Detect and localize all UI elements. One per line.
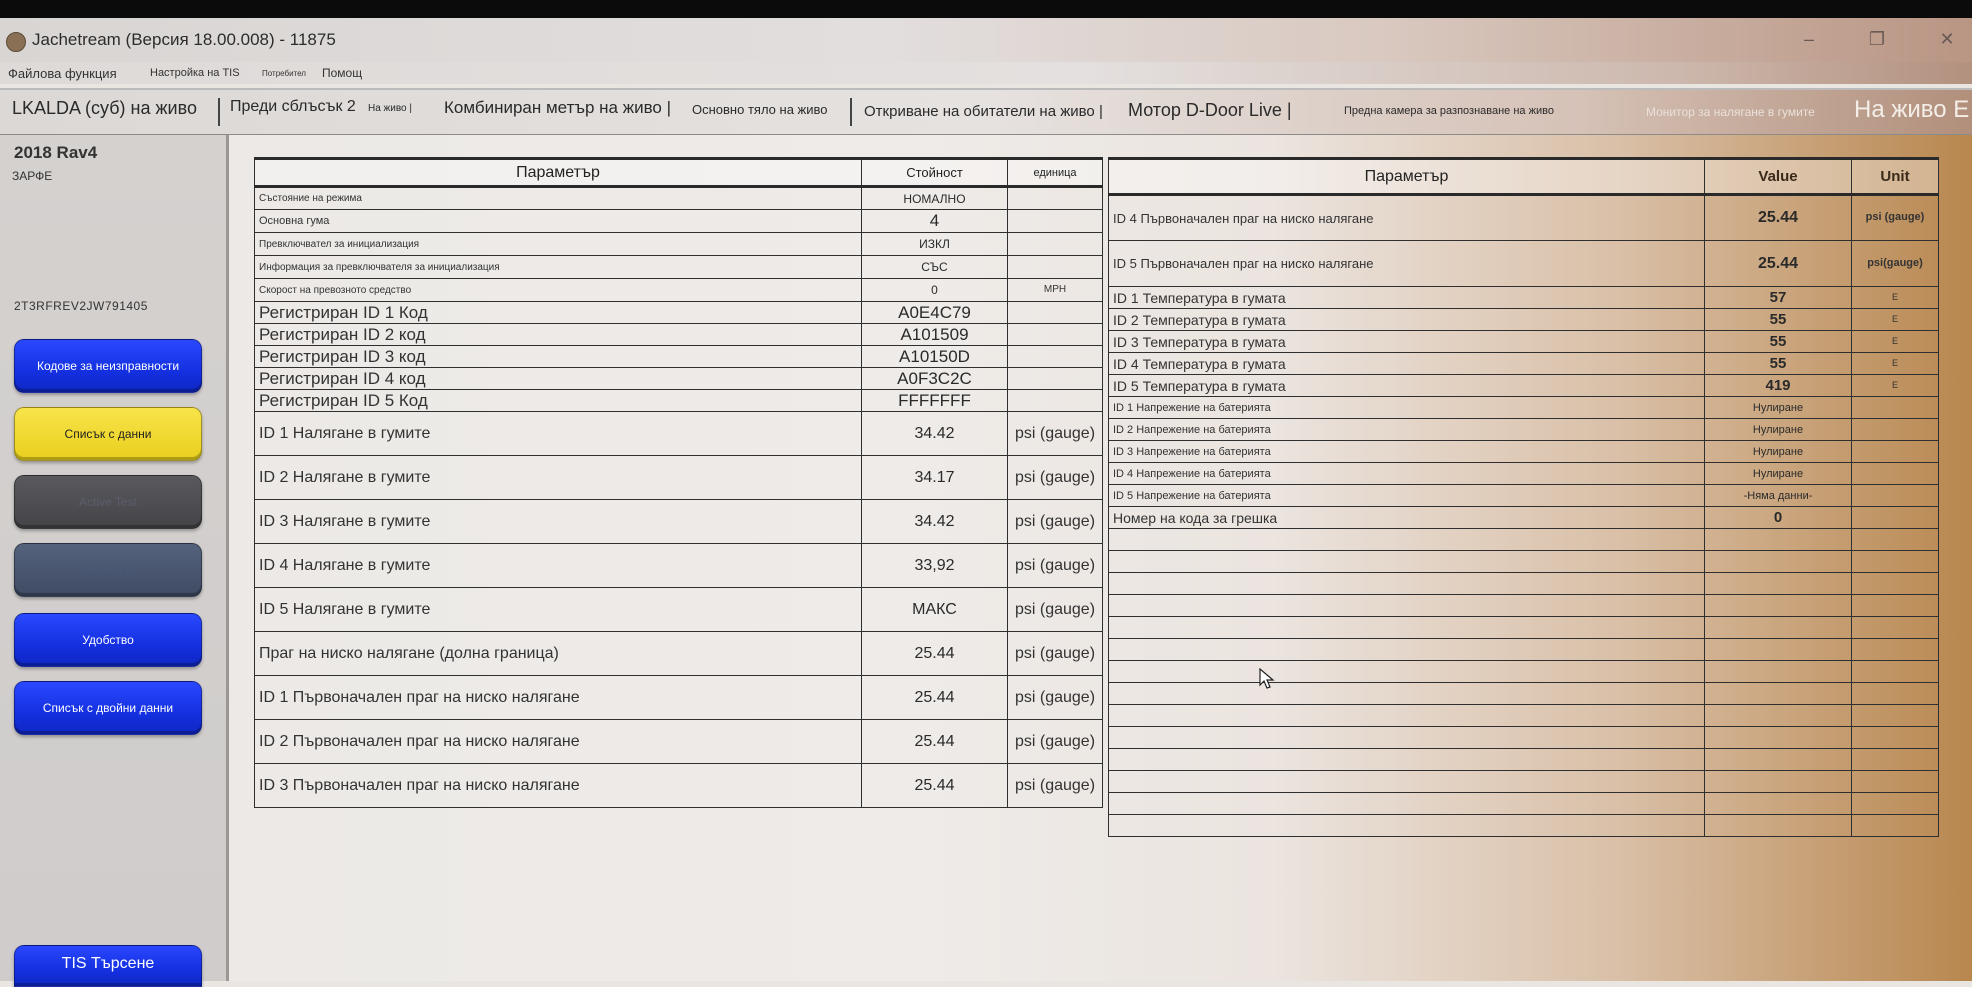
column-header-parameter[interactable]: Параметър: [255, 159, 862, 187]
tab-live-e[interactable]: На живо Е: [1854, 96, 1970, 123]
value-cell: -Няма данни-: [1705, 485, 1852, 507]
empty-cell: [1852, 705, 1939, 727]
value-cell: 4: [862, 210, 1008, 233]
column-header-value[interactable]: Value: [1705, 159, 1852, 195]
parameter-cell: Скорост на превозното средство: [255, 279, 862, 302]
table-row[interactable]: [255, 544, 1103, 588]
empty-cell: [1852, 639, 1939, 661]
minimize-icon[interactable]: –: [1803, 29, 1814, 49]
table-row[interactable]: [255, 233, 1103, 256]
utility-button[interactable]: Удобство: [14, 613, 202, 667]
table-row[interactable]: [1109, 331, 1939, 353]
value-cell: 25.44: [862, 676, 1008, 720]
table-row[interactable]: [255, 368, 1103, 390]
value-cell: A0F3C2C: [862, 368, 1008, 390]
value-cell: A0E4C79: [862, 302, 1008, 324]
tab-front-camera[interactable]: Предна камера за разпознаване на живо: [1344, 105, 1554, 117]
empty-cell: [1109, 661, 1705, 683]
parameter-cell: ID 2 Налягане в гумите: [255, 456, 862, 500]
tab-motor-d-door[interactable]: Мотор D-Door Live |: [1128, 100, 1292, 120]
table-row[interactable]: [1109, 241, 1939, 287]
data-list-button[interactable]: Списък с данни: [14, 407, 202, 461]
unit-cell: [1008, 346, 1103, 368]
parameter-cell: Праг на ниско налягане (долна граница): [255, 632, 862, 676]
tab-lkalda[interactable]: LKALDA (суб) на живо: [12, 98, 197, 118]
table-row[interactable]: [255, 676, 1103, 720]
unit-cell: psi (gauge): [1008, 456, 1103, 500]
empty-cell: [1852, 727, 1939, 749]
empty-table-row: [1109, 639, 1939, 661]
tab-live[interactable]: На живо |: [368, 103, 412, 114]
table-row[interactable]: [255, 390, 1103, 412]
table-row[interactable]: [1109, 353, 1939, 375]
empty-table-row: [1109, 617, 1939, 639]
table-row[interactable]: [255, 346, 1103, 368]
parameter-cell: ID 5 Температура в гумата: [1109, 375, 1705, 397]
value-cell: 55: [1705, 331, 1852, 353]
value-cell: 55: [1705, 353, 1852, 375]
parameter-cell: Номер на кода за грешка: [1109, 507, 1705, 529]
table-row[interactable]: [255, 720, 1103, 764]
parameter-cell: ID 1 Първоначален праг на ниско налягане: [255, 676, 862, 720]
value-cell: A101509: [862, 324, 1008, 346]
parameter-cell: ID 1 Налягане в гумите: [255, 412, 862, 456]
parameter-cell: ID 4 Първоначален праг на ниско налягане: [1109, 195, 1705, 241]
tab-pre-collision[interactable]: Преди сблъсък 2: [230, 98, 356, 115]
table-row[interactable]: [1109, 287, 1939, 309]
vehicle-title: 2018 Rav4: [14, 143, 98, 162]
empty-cell: [1705, 639, 1852, 661]
empty-cell: [1705, 595, 1852, 617]
empty-cell: [1852, 749, 1939, 771]
table-row[interactable]: [255, 456, 1103, 500]
empty-cell: [1109, 551, 1705, 573]
unit-cell: [1852, 419, 1939, 441]
table-row[interactable]: [1109, 375, 1939, 397]
parameter-cell: ID 1 Температура в гумата: [1109, 287, 1705, 309]
dual-data-list-button[interactable]: Списък с двойни данни: [14, 681, 202, 735]
table-row[interactable]: [1109, 463, 1939, 485]
tab-main-body[interactable]: Основно тяло на живо: [692, 102, 828, 117]
value-cell: СЪС: [862, 256, 1008, 279]
unit-cell: psi (gauge): [1008, 412, 1103, 456]
parameter-cell: ID 5 Налягане в гумите: [255, 588, 862, 632]
column-header-unit[interactable]: единица: [1008, 159, 1103, 187]
parameter-cell: ID 4 Налягане в гумите: [255, 544, 862, 588]
value-cell: 0: [862, 279, 1008, 302]
value-cell: A10150D: [862, 346, 1008, 368]
table-row[interactable]: [1109, 419, 1939, 441]
active-test-button[interactable]: Active Test: [14, 475, 202, 529]
empty-cell: [1852, 617, 1939, 639]
title-bar: [0, 18, 1972, 62]
table-row[interactable]: [1109, 397, 1939, 419]
vin-number: 2T3RFREV2JW791405: [14, 299, 148, 313]
empty-cell: [1705, 705, 1852, 727]
parameter-cell: ID 3 Напрежение на батерията: [1109, 441, 1705, 463]
table-row[interactable]: [255, 256, 1103, 279]
data-list-table-right: [1108, 157, 1939, 837]
unit-cell: [1852, 397, 1939, 419]
screen-top-edge: [0, 0, 1972, 18]
empty-table-row: [1109, 573, 1939, 595]
menu-user[interactable]: Потребител: [262, 69, 306, 78]
empty-table-row: [1109, 749, 1939, 771]
value-cell: 25.44: [862, 720, 1008, 764]
empty-table-row: [1109, 529, 1939, 551]
value-cell: 0: [1705, 507, 1852, 529]
tis-search-button[interactable]: TIS Търсене: [14, 945, 202, 987]
empty-cell: [1109, 727, 1705, 749]
empty-cell: [1705, 727, 1852, 749]
parameter-cell: ID 3 Налягане в гумите: [255, 500, 862, 544]
unit-cell: [1008, 233, 1103, 256]
value-cell: 33,92: [862, 544, 1008, 588]
value-cell: 57: [1705, 287, 1852, 309]
unit-cell: [1008, 368, 1103, 390]
empty-cell: [1109, 529, 1705, 551]
empty-cell: [1705, 529, 1852, 551]
empty-cell: [1109, 595, 1705, 617]
empty-table-row: [1109, 595, 1939, 617]
empty-cell: [1852, 793, 1939, 815]
unit-cell: [1008, 256, 1103, 279]
unit-cell: E: [1852, 353, 1939, 375]
unit-cell: MPH: [1008, 279, 1103, 302]
value-cell: ИЗКЛ: [862, 233, 1008, 256]
unit-cell: psi (gauge): [1008, 676, 1103, 720]
empty-table-row: [1109, 727, 1939, 749]
tab-combination-meter[interactable]: Комбиниран метър на живо |: [444, 98, 672, 117]
unit-cell: psi (gauge): [1008, 720, 1103, 764]
value-cell: Нулиране: [1705, 441, 1852, 463]
monitor-button[interactable]: Монитор: [14, 543, 202, 597]
unit-cell: E: [1852, 309, 1939, 331]
table-row[interactable]: [255, 324, 1103, 346]
empty-cell: [1852, 661, 1939, 683]
dtc-button[interactable]: Кодове за неизправности: [14, 339, 202, 393]
value-cell: НОМАЛНО: [862, 187, 1008, 210]
empty-cell: [1705, 815, 1852, 837]
value-cell: 419: [1705, 375, 1852, 397]
empty-cell: [1109, 771, 1705, 793]
empty-cell: [1705, 683, 1852, 705]
table-row[interactable]: [1109, 309, 1939, 331]
unit-cell: [1008, 302, 1103, 324]
empty-table-row: [1109, 683, 1939, 705]
app-icon: [6, 32, 26, 52]
data-list-table-left: [254, 157, 1103, 808]
unit-cell: E: [1852, 331, 1939, 353]
parameter-cell: Превключвател за инициализация: [255, 233, 862, 256]
empty-cell: [1705, 749, 1852, 771]
value-cell: 34.42: [862, 412, 1008, 456]
value-cell: 25.44: [1705, 195, 1852, 241]
empty-cell: [1852, 551, 1939, 573]
empty-cell: [1109, 683, 1705, 705]
close-icon[interactable]: ✕: [1939, 29, 1955, 49]
data-list-area: [229, 135, 1972, 981]
empty-cell: [1705, 793, 1852, 815]
value-cell: Нулиране: [1705, 397, 1852, 419]
unit-cell: psi (gauge): [1008, 632, 1103, 676]
table-row[interactable]: [255, 588, 1103, 632]
parameter-cell: Информация за превключвателя за инициализация: [255, 256, 862, 279]
table-row[interactable]: [1109, 485, 1939, 507]
empty-cell: [1705, 617, 1852, 639]
empty-cell: [1109, 815, 1705, 837]
parameter-cell: ID 5 Първоначален праг на ниско налягане: [1109, 241, 1705, 287]
tab-tire-pressure-monitor[interactable]: Монитор за налягане в гумите: [1646, 105, 1815, 119]
table-row[interactable]: [255, 500, 1103, 544]
empty-cell: [1109, 749, 1705, 771]
tab-separator: [850, 98, 852, 126]
value-cell: 25.44: [862, 632, 1008, 676]
unit-cell: [1852, 507, 1939, 529]
parameter-cell: ID 2 Напрежение на батерията: [1109, 419, 1705, 441]
parameter-cell: Регистриран ID 5 Код: [255, 390, 862, 412]
value-cell: Нулиране: [1705, 463, 1852, 485]
empty-cell: [1109, 639, 1705, 661]
empty-cell: [1109, 617, 1705, 639]
menu-bar: [0, 62, 1972, 84]
unit-cell: psi(gauge): [1852, 241, 1939, 287]
parameter-cell: Основна гума: [255, 210, 862, 233]
unit-cell: [1852, 463, 1939, 485]
unit-cell: [1852, 485, 1939, 507]
column-header-value[interactable]: Стойност: [862, 159, 1008, 187]
parameter-cell: Регистриран ID 4 код: [255, 368, 862, 390]
parameter-cell: Регистриран ID 3 код: [255, 346, 862, 368]
value-cell: 34.42: [862, 500, 1008, 544]
value-cell: 34.17: [862, 456, 1008, 500]
parameter-cell: Регистриран ID 1 Код: [255, 302, 862, 324]
value-cell: Нулиране: [1705, 419, 1852, 441]
tab-separator: [218, 98, 220, 126]
unit-cell: psi (gauge): [1008, 544, 1103, 588]
table-row[interactable]: [255, 187, 1103, 210]
table-row[interactable]: [255, 279, 1103, 302]
parameter-cell: ID 2 Температура в гумата: [1109, 309, 1705, 331]
table-row[interactable]: [1109, 195, 1939, 241]
empty-cell: [1852, 771, 1939, 793]
parameter-cell: ID 4 Напрежение на батерията: [1109, 463, 1705, 485]
empty-cell: [1109, 705, 1705, 727]
unit-cell: [1852, 441, 1939, 463]
empty-table-row: [1109, 793, 1939, 815]
empty-cell: [1852, 595, 1939, 617]
unit-cell: [1008, 390, 1103, 412]
value-cell: 25.44: [862, 764, 1008, 808]
column-header-unit[interactable]: Unit: [1852, 159, 1939, 195]
column-header-parameter[interactable]: Параметър: [1109, 159, 1705, 195]
empty-cell: [1852, 573, 1939, 595]
empty-cell: [1705, 573, 1852, 595]
maximize-icon[interactable]: ❐: [1868, 29, 1886, 49]
menu-help[interactable]: Помощ: [322, 66, 363, 80]
parameter-cell: ID 4 Температура в гумата: [1109, 353, 1705, 375]
parameter-cell: ID 3 Температура в гумата: [1109, 331, 1705, 353]
empty-table-row: [1109, 771, 1939, 793]
parameter-cell: Регистриран ID 2 код: [255, 324, 862, 346]
empty-cell: [1109, 793, 1705, 815]
parameter-cell: ID 2 Първоначален праг на ниско налягане: [255, 720, 862, 764]
empty-cell: [1852, 683, 1939, 705]
tab-bar: [0, 88, 1972, 137]
unit-cell: [1008, 324, 1103, 346]
empty-table-row: [1109, 815, 1939, 837]
table-row[interactable]: [1109, 441, 1939, 463]
menu-tis-settings[interactable]: Настройка на TIS: [150, 67, 240, 79]
unit-cell: [1008, 187, 1103, 210]
empty-cell: [1705, 551, 1852, 573]
value-cell: 55: [1705, 309, 1852, 331]
unit-cell: psi (gauge): [1008, 764, 1103, 808]
table-row[interactable]: [1109, 507, 1939, 529]
empty-cell: [1852, 815, 1939, 837]
table-row[interactable]: [255, 632, 1103, 676]
empty-cell: [1852, 529, 1939, 551]
empty-cell: [1705, 771, 1852, 793]
value-cell: FFFFFFF: [862, 390, 1008, 412]
vehicle-subtitle: ЗАРФЕ: [12, 169, 53, 183]
sidebar: [0, 135, 229, 981]
unit-cell: psi (gauge): [1852, 195, 1939, 241]
mouse-cursor-icon: [1259, 668, 1275, 690]
unit-cell: psi (gauge): [1008, 500, 1103, 544]
parameter-cell: Състояние на режима: [255, 187, 862, 210]
value-cell: 25.44: [1705, 241, 1852, 287]
table-row[interactable]: [255, 764, 1103, 808]
empty-table-row: [1109, 705, 1939, 727]
unit-cell: E: [1852, 375, 1939, 397]
table-row[interactable]: [255, 302, 1103, 324]
empty-cell: [1705, 661, 1852, 683]
tab-occupant-detection[interactable]: Откриване на обитатели на живо |: [864, 103, 1103, 120]
empty-table-row: [1109, 551, 1939, 573]
parameter-cell: ID 3 Първоначален праг на ниско налягане: [255, 764, 862, 808]
unit-cell: [1008, 210, 1103, 233]
table-row[interactable]: [255, 210, 1103, 233]
value-cell: МАКС: [862, 588, 1008, 632]
table-row[interactable]: [255, 412, 1103, 456]
unit-cell: E: [1852, 287, 1939, 309]
empty-cell: [1109, 573, 1705, 595]
unit-cell: psi (gauge): [1008, 588, 1103, 632]
menu-file[interactable]: Файлова функция: [8, 66, 117, 81]
parameter-cell: ID 5 Напрежение на батерията: [1109, 485, 1705, 507]
window-title: Jachetream (Версия 18.00.008) - 11875: [32, 30, 336, 49]
parameter-cell: ID 1 Напрежение на батерията: [1109, 397, 1705, 419]
empty-table-row: [1109, 661, 1939, 683]
